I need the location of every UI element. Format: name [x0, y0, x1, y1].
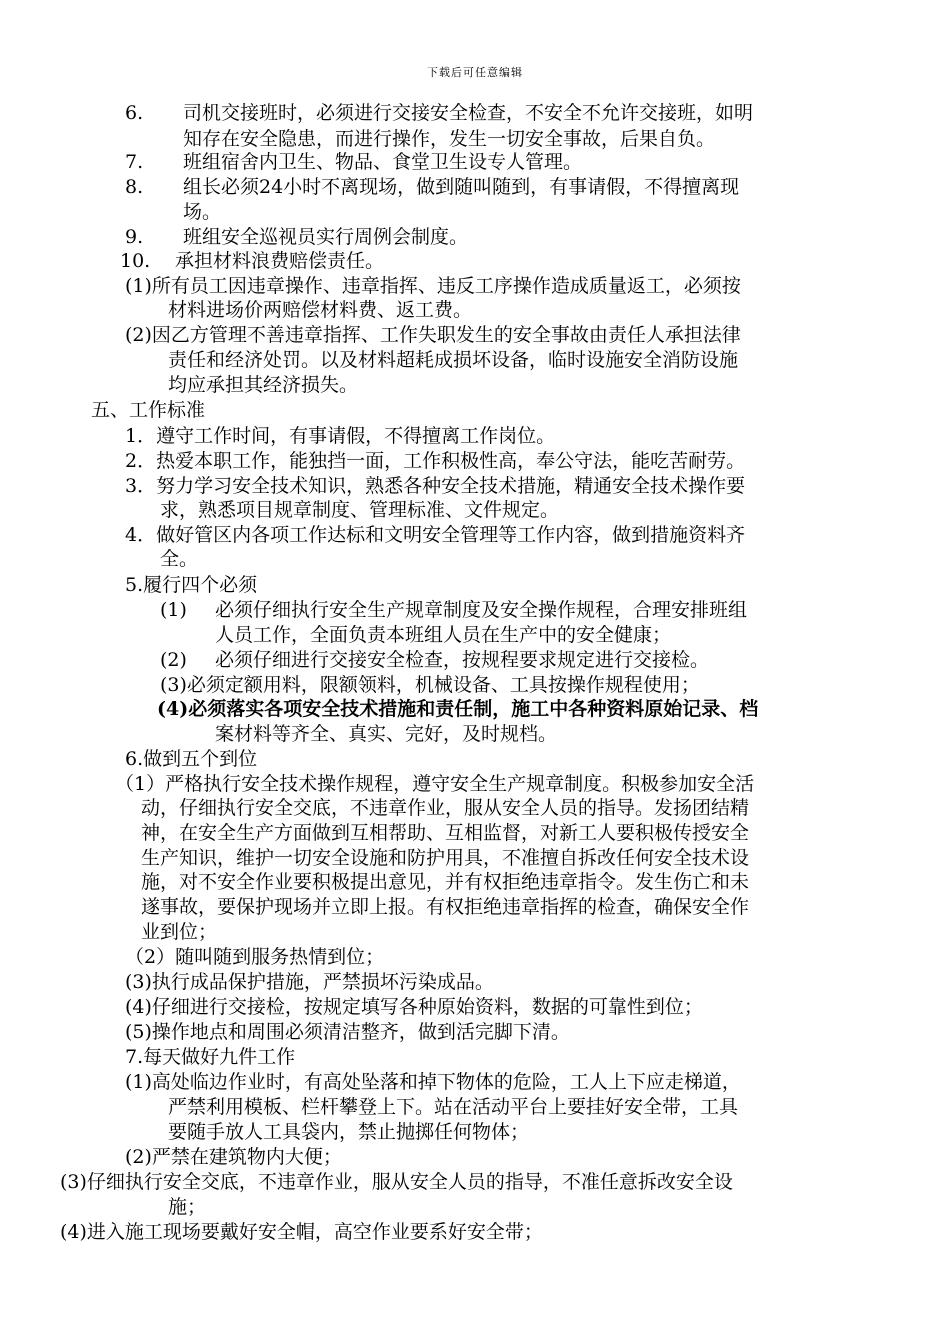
list-item: 6. 司机交接班时，必须进行交接安全检查，不安全不允许交接班，如明 [125, 102, 754, 124]
list-item: 责任和经济处罚。以及材料超耗成损坏设备，临时设施安全消防设施 [168, 349, 739, 371]
list-item: (2) 必须仔细进行交接安全检查，按规程要求规定进行交接检。 [160, 649, 710, 671]
list-item: 业到位； [141, 921, 218, 943]
list-item: (4)必须落实各项安全技术措施和责任制，施工中各种资料原始记录、档 [157, 698, 759, 720]
list-item: (3)执行成品保护措施，严禁损坏污染成品。 [125, 971, 494, 993]
list-item: 人员工作，全面负责本班组人员在生产中的安全健康； [215, 624, 672, 646]
list-item: (4)仔细进行交接检，按规定填写各种原始资料，数据的可靠性到位； [125, 996, 703, 1018]
list-item: (3)必须定额用料，限额领料，机械设备、工具按操作规程使用； [160, 674, 700, 696]
list-item: (5)操作地点和周围必须清洁整齐，做到活完脚下清。 [125, 1021, 570, 1043]
page-header: 下载后可任意编辑 [427, 66, 523, 79]
list-item: 求，熟悉项目规章制度、管理标准、文件规定。 [160, 499, 560, 521]
list-item: 4．做好管区内各项工作达标和文明安全管理等工作内容，做到措施资料齐 [125, 524, 746, 546]
sub-heading: 6.做到五个到位 [125, 748, 258, 770]
list-item: 知存在安全隐患，而进行操作，发生一切安全事故，后果自负。 [183, 128, 716, 150]
list-item: 均应承担其经济损失。 [168, 374, 359, 396]
list-item: 3．努力学习安全技术知识，熟悉各种安全技术措施，精通安全技术操作要 [125, 475, 746, 497]
list-item: 全。 [160, 548, 199, 570]
section-heading: 五、工作标准 [91, 399, 206, 421]
list-item: (4)进入施工现场要戴好安全帽，高空作业要系好安全带； [60, 1221, 543, 1243]
sub-heading: 7.每天做好九件工作 [125, 1046, 296, 1068]
list-item: 遂事故，要保护现场并立即上报。有权拒绝违章指挥的检查，确保安全作 [141, 896, 750, 918]
list-item: 要随手放人工具袋内，禁止抛掷任何物体； [168, 1121, 530, 1143]
list-item: 场。 [183, 201, 222, 223]
list-item: 动，仔细执行安全交底，不违章作业，服从安全人员的指导。发扬团结精 [141, 797, 750, 819]
list-item: (3)仔细执行安全交底，不违章作业，服从安全人员的指导，不准任意拆改安全设 [60, 1171, 733, 1193]
list-item: 严禁利用模板、栏杆攀登上下。站在活动平台上要挂好安全带，工具 [168, 1096, 739, 1118]
list-item: 材料进场价两赔偿材料费、返工费。 [168, 299, 473, 321]
list-item: （2）随叫随到服务热情到位； [125, 946, 385, 968]
list-item: 10. 承担材料浪费赔偿责任。 [120, 250, 385, 272]
list-item: 案材料等齐全、真实、完好，及时规档。 [215, 723, 558, 745]
list-item: 8. 组长必须24小时不离现场，做到随叫随到，有事请假，不得擅离现 [125, 176, 740, 198]
list-item: 神，在安全生产方面做到互相帮助、互相监督，对新工人要积极传授安全 [141, 822, 750, 844]
sub-heading: 5.履行四个必须 [125, 574, 258, 596]
list-item: 9. 班组安全巡视员实行周例会制度。 [125, 226, 469, 248]
list-item: 1．遵守工作时间，有事请假，不得擅离工作岗位。 [125, 425, 556, 447]
list-item: （1）严格执行安全技术操作规程，遵守安全生产规章制度。积极参加安全活 [115, 773, 755, 795]
list-item: 生产知识，维护一切安全设施和防护用具，不准擅自拆改任何安全技术设 [141, 847, 750, 869]
list-item: 施，对不安全作业要积极提出意见，并有权拒绝违章指令。发生伤亡和未 [141, 871, 750, 893]
list-item: (2)因乙方管理不善违章指挥、工作失职发生的安全事故由责任人承担法律 [125, 324, 741, 346]
list-item: (1)所有员工因违章操作、违章指挥、违反工序操作造成质量返工，必须按 [125, 275, 741, 297]
list-item: 2．热爱本职工作，能独挡一面，工作积极性高，奉公守法，能吃苦耐劳。 [125, 450, 746, 472]
list-item: 7. 班组宿舍内卫生、物品、食堂卫生设专人管理。 [125, 151, 583, 173]
list-item: (2)严禁在建筑物内大便； [125, 1146, 342, 1168]
list-item: (1) 必须仔细执行安全生产规章制度及安全操作规程，合理安排班组 [160, 599, 748, 621]
list-item: 施； [168, 1196, 207, 1218]
list-item: (1)高处临边作业时，有高处坠落和掉下物体的危险，工人上下应走梯道， [125, 1071, 741, 1093]
